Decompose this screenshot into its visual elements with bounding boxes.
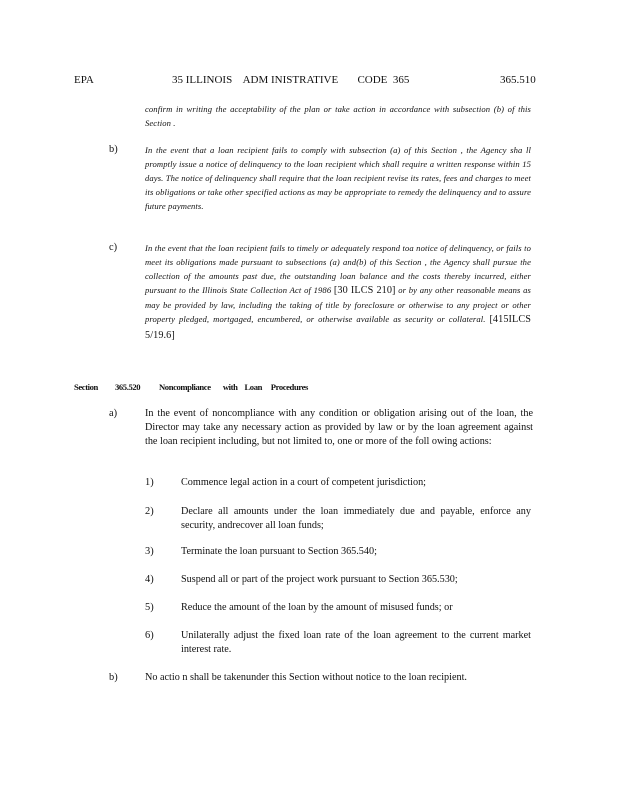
item-5-number: 5) [145, 602, 154, 613]
continuation-text: confirm in writing the acceptability of the plan or take action in accordance with subsection (b) of this Section . [145, 104, 531, 129]
item-4-number: 4) [145, 574, 154, 585]
sub-a-label: a) [109, 408, 118, 419]
item-3-number: 3) [145, 546, 154, 557]
para-c-text [145, 241, 531, 343]
item-5-text: Reduce the amount of the loan by the amount of misused funds; or [181, 602, 453, 613]
item-2-number: 2) [145, 506, 154, 517]
item-6-number: 6) [145, 630, 154, 641]
citation-30ilcs: [30 ILCS 210] [333, 285, 396, 297]
sub-b-text: No actio n shall be takenunder this Section without notice to the loan recipient. [145, 672, 467, 683]
header-center: 35 ILLINOIS ADM INISTRATIVE CODE 365 [172, 74, 410, 86]
section-word: Section [74, 382, 98, 392]
para-c-body-2: or by any other reasonable means as may be provided by law, including the taking of title by foreclosure or otherwise to any project or other property pledged, mortgaged, encumbered, or otherwise available as security or collateral. [145, 285, 531, 325]
item-1-text: Commence legal action in a court of competent jurisdiction; [181, 477, 426, 488]
item-6-text: Unilaterally adjust the fixed loan rate of the loan agreement to the current market interest rate. [181, 630, 531, 656]
header-right: 365.510 [500, 74, 536, 86]
para-c-body: In the event that the loan recipient fails to timely or adequately respond toa notice of delinquency, or fails to meet its obligations made pursuant to subsections (a) and(b) of this Section , the Agency shall pursue the collection of the amounts past due, the outstanding loan balance and the costs thereby incurred, either pursuant to the Illinois State Collection Act of 1986 [145, 243, 531, 296]
sub-b-label: b) [109, 672, 118, 683]
item-4-text: Suspend all or part of the project work pursuant to Section 365.530; [181, 574, 458, 585]
item-1-number: 1) [145, 477, 154, 488]
para-b-text: In the event that a loan recipient fails to comply with subsection (a) of this Section , the Agency sha ll promptly issue a notice of delinquency to the loan recipient which shall require a written response within 15 days. The notice of delinquency shall require that the loan recipient revise its rates, fees and charges to meet its obligations or take other specified actions as may be appropriate to remedy the delinquency and to assure future payments. [145, 145, 531, 212]
section-title: Noncompliance with Loan Procedures [159, 382, 308, 392]
item-2-text: Declare all amounts under the loan immediately due and payable, enforce any security, andrecover all loan funds; [181, 506, 531, 532]
para-c-label: c) [109, 242, 118, 253]
header-left: EPA [74, 74, 94, 86]
sub-a-text: In the event of noncompliance with any condition or obligation arising out of the loan, the Director may take any necessary action as provided by law or by the loan agreement against the loan recipient including, but not limited to, one or more of the foll owing actions: [145, 408, 533, 448]
citation-415ilcs: [415ILCS 5/19.6] [145, 314, 531, 341]
para-b-label: b) [109, 144, 118, 155]
section-number: 365.520 [115, 382, 141, 392]
item-3-text: Terminate the loan pursuant to Section 365.540; [181, 546, 377, 557]
